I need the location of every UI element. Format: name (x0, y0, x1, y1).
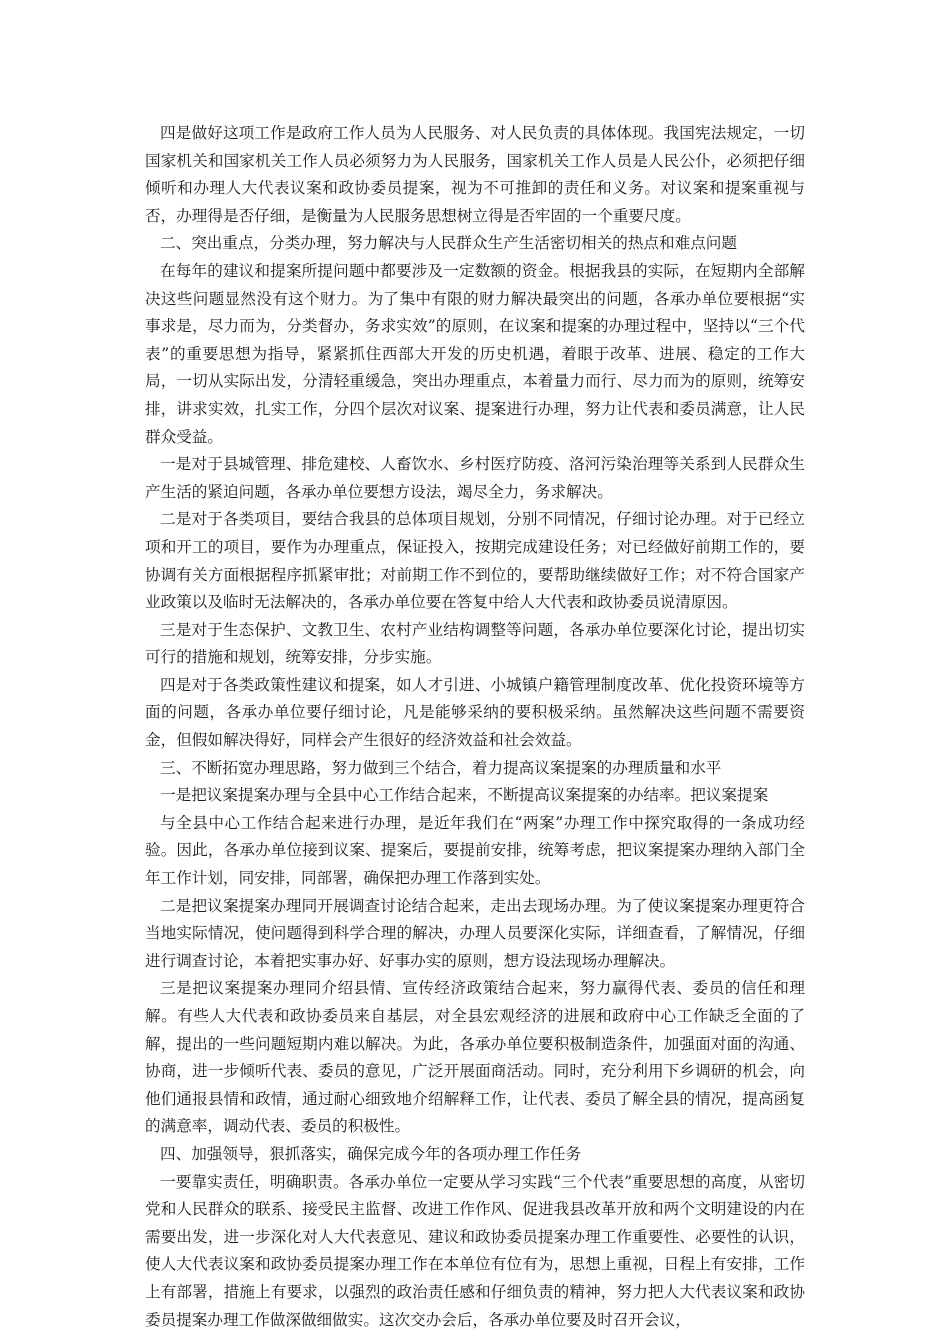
paragraph-combine-central-work-cont: 与全县中心工作结合起来进行办理，是近年我们在“两案”办理工作中探究取得的一条成功经验。因此，各承办单位接到议案、提案后，要提前安排，统筹考虑，把议案提案办理纳入部门全年工作计划，同安排，同部署，确保把办理工作落到实处。 (145, 813, 805, 888)
paragraph-duty-embodiment: 四是做好这项工作是政府工作人员为人民服务、对人民负责的具体体现。我国宪法规定，一切国家机关和国家机关工作人员必须努力为人民服务，国家机关工作人员是人民公仆，必须把仔细倾听和办理人大代表议案和政协委员提案，视为不可推卸的责任和义务。对议案和提案重视与否，办理得是否仔细，是衡量为人民服务思想树立得是否牢固的一个重要尺度。 (145, 124, 805, 225)
paragraph-policy-suggestions: 四是对于各类政策性建议和提案，如人才引进、小城镇户籍管理制度改革、优化投资环境等方面的问题，各承办单位要仔细讨论，凡是能够采纳的要积极采纳。虽然解决这些问题不需要资金，但假如解决得好，同样会产生很好的经济效益和社会效益。 (145, 675, 805, 750)
paragraph-urgent-issues: 一是对于县城管理、排危建校、人畜饮水、乡村医疗防疫、洛河污染治理等关系到人民群众生产生活的紧迫问题，各承办单位要想方设法，竭尽全力，务求解决。 (145, 455, 805, 501)
section-heading-4: 四、加强领导，狠抓落实，确保完成今年的各项办理工作任务 (160, 1144, 582, 1163)
paragraph-projects: 二是对于各类项目，要结合我县的总体项目规划，分别不同情况，仔细讨论办理。对于已经立项和开工的项目，要作为办理重点，保证投入，按期完成建设任务；对已经做好前期工作的，要协调有关方面根据程序抓紧审批；对前期工作不到位的，要帮助继续做好工作；对不符合国家产业政策以及临时无法解决的，各承办单位要在答复中给人大代表和政协委员说清原因。 (145, 510, 805, 612)
paragraph-field-investigation: 二是把议案提案办理同开展调查讨论结合起来，走出去现场办理。为了使议案提案办理更符合当地实际情况，使问题得到科学合理的解决，办理人员要深化实际，详细查看，了解情况，仔细进行调查讨论，本着把实事办好、好事办实的原则，想方设法现场办理解决。 (145, 896, 805, 970)
paragraph-combine-central-work: 一是把议案提案办理与全县中心工作结合起来，不断提高议案提案的办结率。把议案提案 (160, 786, 769, 805)
paragraph-responsibility: 一要靠实责任，明确职责。各承办单位一定要从学习实践“三个代表”重要思想的高度，从密切党和人民群众的联系、接受民主监督、改进工作作风、促进我县改革开放和两个文明建设的内在需要出发，进一步深化对人大代表意见、建议和政协委员提案办理工作重要性、必要性的认识，使人大代表议案和政协委员提案办理工作在本单位有位有为，思想上重视，日程上有安排，工作上有部署，措施上有要求，以强烈的政治责任感和仔细负责的精神，努力把人大代表议案和政协委员提案办理工作做深做细做实。这次交办会后，各承办单位要及时召开会议， (145, 1172, 805, 1329)
document-body (145, 120, 805, 1334)
paragraph-funding-priorities: 在每年的建议和提案所提问题中都要涉及一定数额的资金。根据我县的实际，在短期内全部解决这些问题显然没有这个财力。为了集中有限的财力解决最突出的问题，各承办单位要根据“实事求是，尽力而为，分类督办，务求实效”的原则，在议案和提案的办理过程中，坚持以“三个代表”的重要思想为指导，紧紧抓住西部大开发的历史机遇，着眼于改革、进展、稳定的工作大局，一切从实际出发，分清轻重缓急，突出办理重点，本着量力而行、尽力而为的原则，统筹安排，讲求实效，扎实工作，分四个层次对议案、提案进行办理，努力让代表和委员满意，让人民群众受益。 (145, 261, 805, 446)
paragraph-county-briefing: 三是把议案提案办理同介绍县情、宣传经济政策结合起来，努力赢得代表、委员的信任和理解。有些人大代表和政协委员来自基层，对全县宏观经济的进展和政府中心工作缺乏全面的了解，提出的一些问题短期内难以解决。为此，各承办单位要积极制造条件，加强面对面的沟通、协商，进一步倾听代表、委员的意见，广泛开展面商活动。同时，充分利用下乡调研的机会，向他们通报县情和政情，通过耐心细致地介绍解释工作，让代表、委员了解全县的情况，提高函复的满意率，调动代表、委员的积极性。 (145, 979, 805, 1136)
section-heading-3: 三、不断拓宽办理思路，努力做到三个结合，着力提高议案提案的办理质量和水平 (160, 758, 722, 777)
paragraph-ecology: 三是对于生态保护、文教卫生、农村产业结构调整等问题，各承办单位要深化讨论，提出切实可行的措施和规划，统筹安排，分步实施。 (145, 620, 805, 667)
section-heading-2: 二、突出重点，分类办理，努力解决与人民群众生产生活密切相关的热点和难点问题 (160, 234, 737, 253)
